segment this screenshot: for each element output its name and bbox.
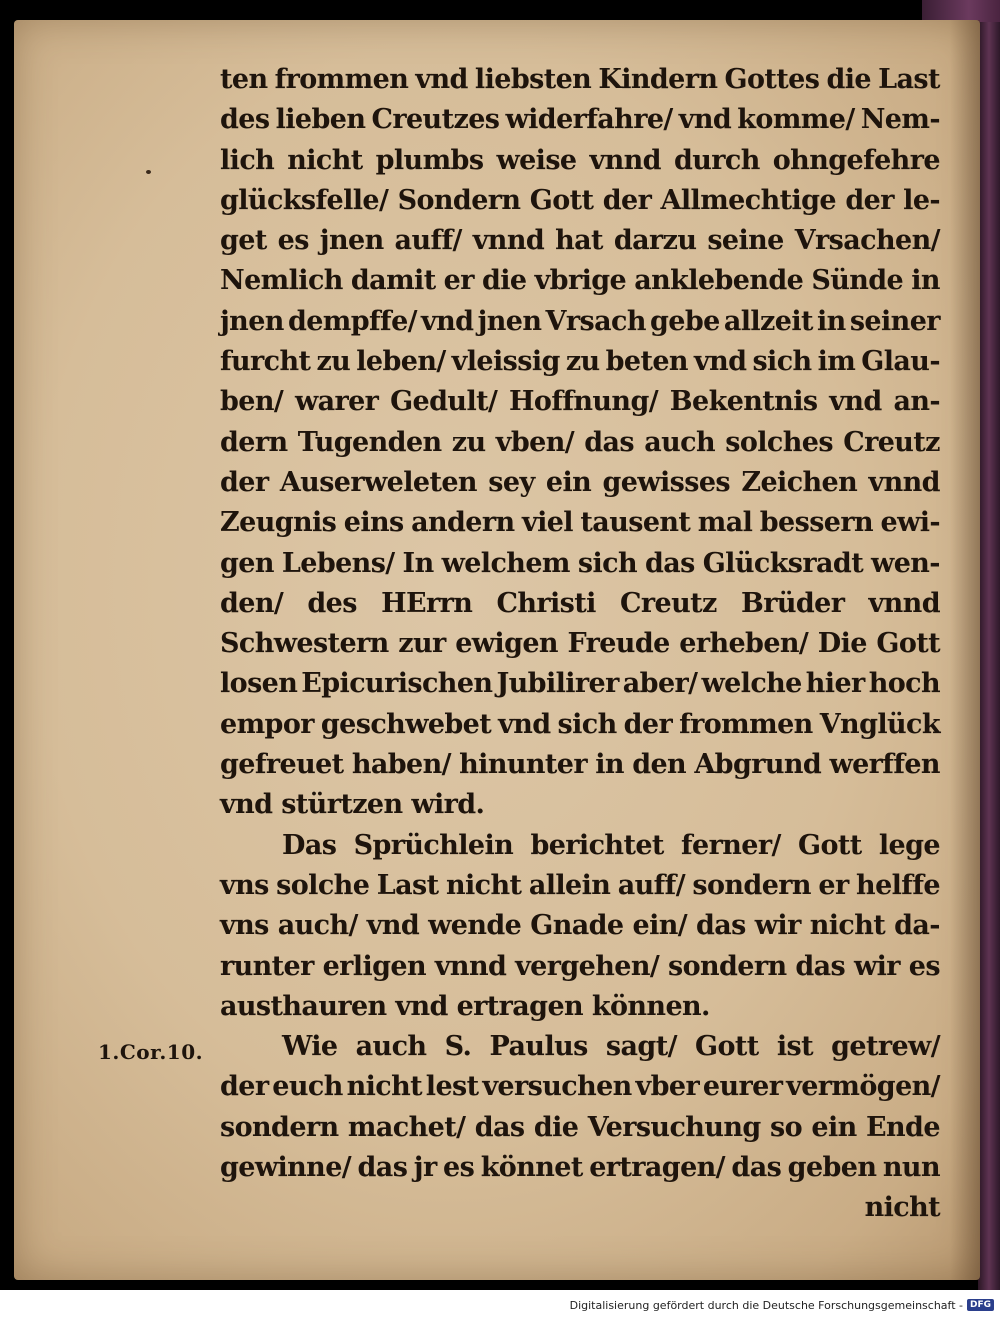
text-line: gefreuet haben/ hinunter in den Abgrund werffen — [220, 749, 940, 781]
text-line: vnd stürtzen wird. — [220, 789, 485, 821]
text-line: Schwestern zur ewigen Freude erheben/ Die Gott — [220, 628, 940, 660]
text-line: gewinne/ das jr es könnet ertragen/ das geben nun — [220, 1152, 940, 1184]
text-line: vns auch/ vnd wende Gnade ein/ das wir nicht da- — [220, 910, 940, 942]
book-cover-top — [922, 0, 1000, 22]
text-line: austhauren vnd ertragen können. — [220, 990, 710, 1022]
text-line: get es jnen auff/ vnnd hat darzu seine Vrsachen/ — [220, 225, 940, 257]
book-cover-edge — [978, 0, 1000, 1290]
text-line: empor geschwebet vnd sich der frommen Vnglück — [220, 708, 940, 740]
text-line: den/ des HErrn Christi Creutz Brüder vnnd — [220, 587, 940, 619]
text-line: Das Sprüchlein berichtet ferner/ Gott lege — [282, 829, 940, 861]
text-line: lich nicht plumbs weise vnnd durch ohngefehre — [220, 144, 940, 176]
scanned-page — [14, 20, 980, 1280]
text-line: der euch nicht lest versuchen vber eurer vermögen/ — [220, 1071, 940, 1103]
text-line: gen Lebens/ In welchem sich das Glücksradt wen- — [220, 547, 940, 579]
text-line: ben/ warer Gedult/ Hoffnung/ Bekentnis vnd an- — [220, 386, 940, 418]
body-text — [220, 60, 940, 1229]
text-line: vns solche Last nicht allein auff/ sondern er helffe — [220, 869, 940, 901]
text-line: sondern machet/ das die Versuchung so ein Ende — [220, 1111, 940, 1143]
text-line: dern Tugenden zu vben/ das auch solches Creutz — [220, 426, 940, 458]
text-line: Zeugnis eins andern viel tausent mal bessern ewi- — [220, 507, 940, 539]
dfg-logo-icon: DFG — [967, 1299, 994, 1311]
text-line: losen Epicurischen Jubilirer aber/ welche hier hoch — [220, 668, 940, 700]
text-line: ten frommen vnd liebsten Kindern Gottes die Last — [220, 64, 940, 95]
footer-credit: Digitalisierung gefördert durch die Deutsche Forschungsgemeinschaft - — [569, 1298, 963, 1312]
digitization-footer — [0, 1290, 1000, 1320]
text-line: des lieben Creutzes widerfahre/ vnd komme/ Nem- — [220, 104, 940, 136]
text-line: Nemlich damit er die vbrige anklebende Sünde in — [220, 265, 940, 297]
text-line: nicht — [864, 1192, 940, 1224]
text-line: der Auserweleten sey ein gewisses Zeichen vnnd — [220, 466, 940, 498]
text-line: Wie auch S. Paulus sagt/ Gott ist getrew/ — [282, 1031, 940, 1063]
ink-speck — [146, 170, 151, 174]
text-line: furcht zu leben/ vleissig zu beten vnd sich im Glau- — [220, 346, 940, 378]
margin-reference: 1.Cor.10. — [98, 1040, 204, 1064]
text-line: glücksfelle/ Sondern Gott der Allmechtige der le- — [220, 184, 940, 216]
text-line: jnen dempffe/ vnd jnen Vrsach gebe allzeit in seiner — [220, 305, 940, 337]
text-line: runter erligen vnnd vergehen/ sondern das wir es — [220, 950, 940, 982]
